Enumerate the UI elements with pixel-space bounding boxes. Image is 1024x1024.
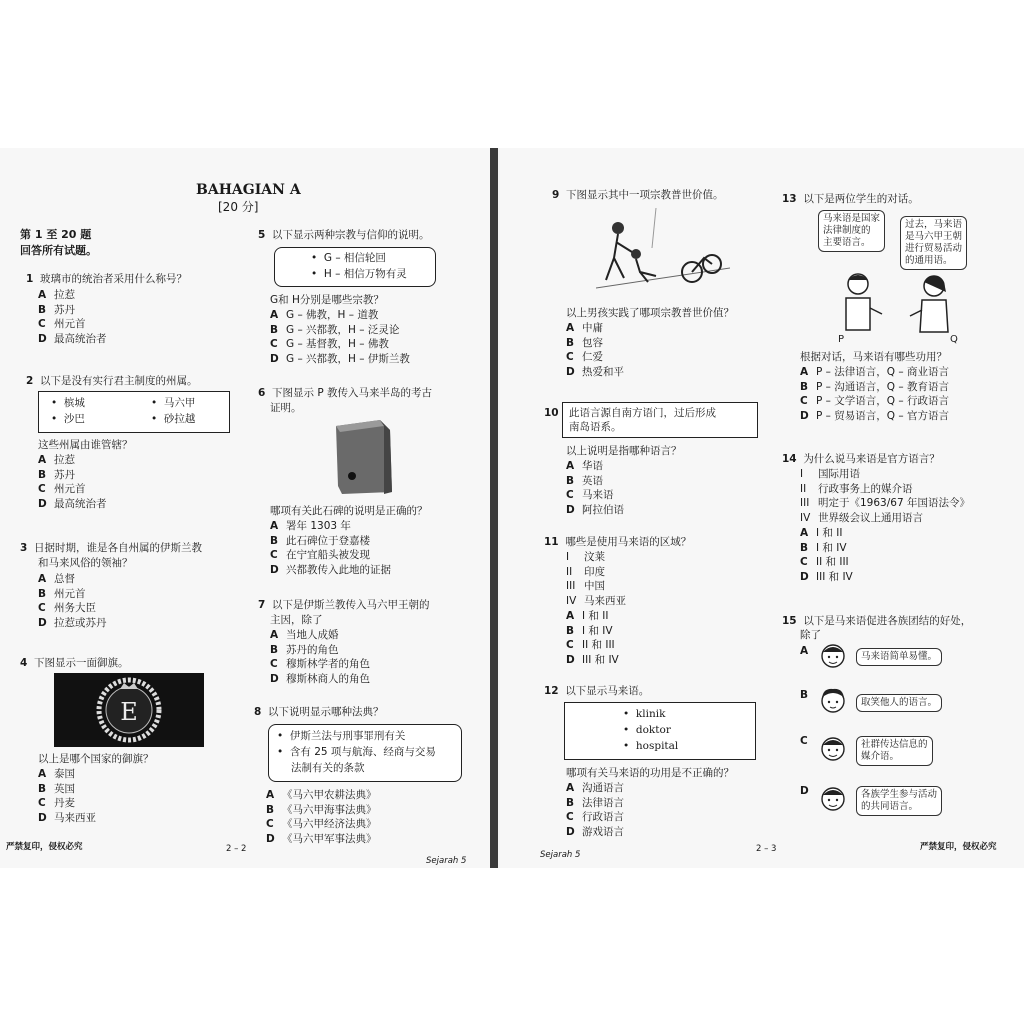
question-10-box <box>562 402 758 438</box>
question-8-options <box>266 788 377 846</box>
students-talking-image <box>830 268 960 344</box>
list-item: IV 世界级会议上通用语言 <box>800 511 923 524</box>
option-a[interactable]: A 中庸 <box>566 322 603 334</box>
question-text: 玻璃市的统治者采用什么称号？ <box>40 273 187 285</box>
label-q: Q <box>950 334 958 344</box>
scanned-spread <box>0 148 1024 868</box>
label-p: P <box>838 334 845 344</box>
option-a[interactable]: A 当地人成婚 <box>270 629 339 641</box>
option-b[interactable]: B 此石碑位于登嘉楼 <box>270 534 370 547</box>
option-a[interactable]: A G – 佛教，H – 道教 <box>270 309 379 321</box>
question-1-options <box>38 288 107 346</box>
option-a[interactable]: A I 和 II <box>800 527 843 539</box>
list-item: III 明定于《1963/67 年国语法令》 <box>800 497 970 510</box>
option-a[interactable]: A 沟通语言 <box>566 782 624 794</box>
flag-letter: E <box>120 698 138 726</box>
student-face-icon <box>818 734 848 766</box>
boy-helping-friend-image <box>596 208 730 300</box>
left-page <box>0 148 492 868</box>
option-d[interactable]: D III 和 IV <box>566 653 619 666</box>
question-6: 6 下图显示 P 教传入马来半岛的考古 <box>258 387 433 399</box>
question-8-box <box>268 724 462 782</box>
question-3-options <box>38 572 107 630</box>
question-11-list <box>566 550 626 608</box>
question-12-options <box>566 781 624 839</box>
option-b[interactable]: B 苏丹的角色 <box>270 643 339 656</box>
option-d[interactable]: D III 和 IV <box>800 570 853 583</box>
right-page <box>500 148 1024 868</box>
option-a[interactable]: A 华语 <box>566 460 603 472</box>
list-item: I 汶莱 <box>566 551 605 563</box>
question-10-prompt: 以上说明是指哪种语言？ <box>566 445 682 457</box>
option-b[interactable]: B I 和 IV <box>800 541 847 554</box>
question-14: 14 为什么说马来语是官方语言？ <box>782 453 940 465</box>
option-b[interactable]: B 《马六甲海事法典》 <box>266 803 377 816</box>
book-spine <box>490 148 498 868</box>
question-2-box <box>38 391 230 433</box>
question-9-prompt: 以上男孩实践了哪项宗教普世价值？ <box>566 307 734 319</box>
question-9-options <box>566 321 624 379</box>
option-c[interactable]: C 州务大臣 <box>38 602 96 615</box>
speech-bubble-q: 过去，马来语 是马六甲王朝 进行贸易活动 的通用语。 <box>900 216 967 270</box>
question-8: 8 以下说明显示哪种法典？ <box>254 706 384 718</box>
option-b[interactable]: B 苏丹 <box>38 468 75 481</box>
question-2: 2 以下是没有实行君主制度的州属。 <box>26 375 198 387</box>
option-d[interactable]: D 游戏语言 <box>566 825 624 838</box>
option-a-letter[interactable]: A <box>800 645 809 657</box>
box-line: 南岛语系。 <box>569 421 622 433</box>
box-line: 此语言源自南方语门，过后形成 <box>569 407 716 419</box>
option-c[interactable]: C 《马六甲经济法典》 <box>266 818 377 831</box>
option-a[interactable]: A 拉惹 <box>38 454 75 466</box>
question-14-list <box>800 467 970 525</box>
box-item: • hospital <box>623 740 679 752</box>
option-c[interactable]: C 穆斯林学者的角色 <box>270 658 370 671</box>
subject-label: Sejarah 5 <box>540 850 581 860</box>
option-a[interactable]: A 拉惹 <box>38 289 75 301</box>
box-item: • G – 相信轮回 <box>311 252 386 264</box>
instruction-answer-all: 回答所有试题。 <box>20 244 97 257</box>
question-7-options <box>270 628 370 686</box>
question-5-box <box>274 247 436 287</box>
state-item: • 马六甲 <box>151 397 196 409</box>
option-c[interactable]: C 马来语 <box>566 489 614 502</box>
option-b[interactable]: B 英国 <box>38 782 75 795</box>
option-c[interactable]: C 仁爱 <box>566 351 603 364</box>
option-c[interactable]: C 行政语言 <box>566 811 624 824</box>
option-b[interactable]: B 法律语言 <box>566 796 624 809</box>
copyright-notice: 严禁复印，侵权必究 <box>920 842 997 852</box>
option-d[interactable]: D G – 兴都教，H – 伊斯兰教 <box>270 352 410 365</box>
option-c[interactable]: C G – 基督教，H – 佛教 <box>270 338 389 351</box>
page-number: 2 – 3 <box>756 844 777 854</box>
option-c[interactable]: C 丹麦 <box>38 797 75 810</box>
question-12-box <box>564 702 756 760</box>
list-item: III 中国 <box>566 580 605 593</box>
student-face-icon <box>818 686 848 718</box>
box-item: • H – 相信万物有灵 <box>311 268 407 280</box>
option-a-bubble: 马来语简单易懂。 <box>856 648 942 666</box>
option-b-letter[interactable]: B <box>800 689 809 701</box>
speech-bubble-p: 马来语是国家 法律制度的 主要语言。 <box>818 210 885 252</box>
question-13-options <box>800 365 949 423</box>
question-1 <box>26 272 187 287</box>
question-6-prompt: 哪项有关此石碑的说明是正确的？ <box>270 505 428 517</box>
question-11-options <box>566 609 619 667</box>
page-number: 2 – 2 <box>226 844 247 854</box>
option-d-bubble: 各族学生参与活动 的共同语言。 <box>856 786 942 816</box>
question-6-options <box>270 519 391 577</box>
question-5-prompt: G和 H分别是哪些宗教？ <box>270 294 384 306</box>
question-13: 13 以下是两位学生的对话。 <box>782 193 919 205</box>
question-number: 1 <box>26 273 34 285</box>
option-a[interactable]: A 《马六甲农耕法典》 <box>266 789 377 801</box>
option-d[interactable]: D P – 贸易语言，Q – 官方语言 <box>800 409 949 422</box>
question-6-line2: 证明。 <box>270 402 302 414</box>
option-d[interactable]: D 《马六甲军事法典》 <box>266 832 377 845</box>
question-2-options <box>38 453 107 511</box>
option-c[interactable]: C II 和 III <box>566 639 615 652</box>
option-d[interactable]: D 最高统治者 <box>38 497 107 510</box>
option-d-letter[interactable]: D <box>800 785 809 797</box>
question-4: 4 下图显示一面御旗。 <box>20 657 129 669</box>
question-3: 3 日据时期，谁是各自州属的伊斯兰教 <box>20 542 202 554</box>
question-3-line2: 和马来风俗的领袖？ <box>38 557 133 569</box>
option-d[interactable]: D 热爱和平 <box>566 365 624 378</box>
question-13-prompt: 根据对话，马来语有哪些功用？ <box>800 351 947 363</box>
option-a[interactable]: A 总督 <box>38 573 75 585</box>
student-face-icon <box>818 642 848 674</box>
royal-flag-image <box>54 673 204 747</box>
box-item: • doktor <box>623 724 671 736</box>
list-item: I 国际用语 <box>800 468 860 480</box>
option-c-letter[interactable]: C <box>800 735 808 747</box>
question-14-options <box>800 526 853 584</box>
option-c[interactable]: C 州元首 <box>38 318 86 331</box>
option-c[interactable]: C 在宁宜船头被发现 <box>270 549 370 562</box>
subject-label: Sejarah 5 <box>426 856 467 866</box>
option-b[interactable]: B 英语 <box>566 474 603 487</box>
student-face-icon <box>818 784 848 816</box>
option-a[interactable]: A I 和 II <box>566 610 609 622</box>
instruction-range: 第 1 至 20 题 <box>20 228 92 241</box>
option-d[interactable]: D 最高统治者 <box>38 332 107 345</box>
box-item: • 含有 25 项与航海、经商与交易 <box>277 746 436 758</box>
question-9: 9 下图显示其中一项宗教普世价值。 <box>552 189 724 201</box>
option-d[interactable]: D 穆斯林商人的角色 <box>270 672 370 685</box>
option-d[interactable]: D 兴都教传入此地的证据 <box>270 563 391 576</box>
list-item: II 印度 <box>566 565 605 578</box>
question-7: 7 以下是伊斯兰教传入马六甲王朝的 <box>258 599 430 611</box>
question-7-line2: 主因，除了 <box>270 614 323 626</box>
option-c[interactable]: C P – 文学语言，Q – 行政语言 <box>800 395 949 408</box>
question-12: 12 以下显示马来语。 <box>544 685 650 697</box>
option-b[interactable]: B 包容 <box>566 336 603 349</box>
option-b-bubble: 取笑他人的语言。 <box>856 694 942 712</box>
option-c[interactable]: C II 和 III <box>800 556 849 569</box>
option-c[interactable]: C 州元首 <box>38 483 86 496</box>
stone-inscription-image <box>328 416 398 496</box>
option-b[interactable]: B G – 兴都教，H – 泛灵论 <box>270 323 400 336</box>
option-b[interactable]: B 州元首 <box>38 587 86 600</box>
state-item: • 槟城 <box>51 397 85 409</box>
box-item: • klinik <box>623 708 666 720</box>
state-item: • 砂拉越 <box>151 413 196 425</box>
option-b[interactable]: B I 和 IV <box>566 624 613 637</box>
question-12-prompt: 哪项有关马来语的功用是不正确的？ <box>566 767 734 779</box>
question-4-prompt: 以上是哪个国家的御旗？ <box>38 753 154 765</box>
question-10-number: 10 <box>544 407 559 419</box>
option-a[interactable]: A 署年 1303 年 <box>270 520 351 532</box>
question-5: 5 以下显示两种宗教与信仰的说明。 <box>258 229 430 241</box>
option-d[interactable]: D 马来西亚 <box>38 811 96 824</box>
option-d[interactable]: D 阿拉伯语 <box>566 503 624 516</box>
question-4-options <box>38 767 96 825</box>
section-marks: [20 分] <box>218 200 259 214</box>
question-11: 11 哪些是使用马来语的区域？ <box>544 536 692 548</box>
state-item: • 沙巴 <box>51 413 85 425</box>
option-b[interactable]: B 苏丹 <box>38 303 75 316</box>
option-a[interactable]: A P – 法律语言，Q – 商业语言 <box>800 366 949 378</box>
list-item: II 行政事务上的媒介语 <box>800 482 913 495</box>
option-c-bubble: 社群传达信息的 媒介语。 <box>856 736 933 766</box>
section-title: BAHAGIAN A <box>196 182 301 198</box>
box-item: 法制有关的条款 <box>291 762 365 774</box>
question-15-line2: 除了 <box>800 629 821 641</box>
list-item: IV 马来西亚 <box>566 594 626 607</box>
question-2-prompt: 这些州属由谁管辖？ <box>38 439 133 451</box>
option-b[interactable]: B P – 沟通语言，Q – 教育语言 <box>800 380 949 393</box>
question-5-options <box>270 308 410 366</box>
copyright-notice: 严禁复印，侵权必究 <box>6 842 83 852</box>
option-a[interactable]: A 泰国 <box>38 768 75 780</box>
option-d[interactable]: D 拉惹或苏丹 <box>38 616 107 629</box>
box-item: • 伊斯兰法与刑事罪刑有关 <box>277 730 406 742</box>
question-15: 15 以下是马来语促进各族团结的好处， <box>782 615 972 627</box>
question-10-options <box>566 459 624 517</box>
